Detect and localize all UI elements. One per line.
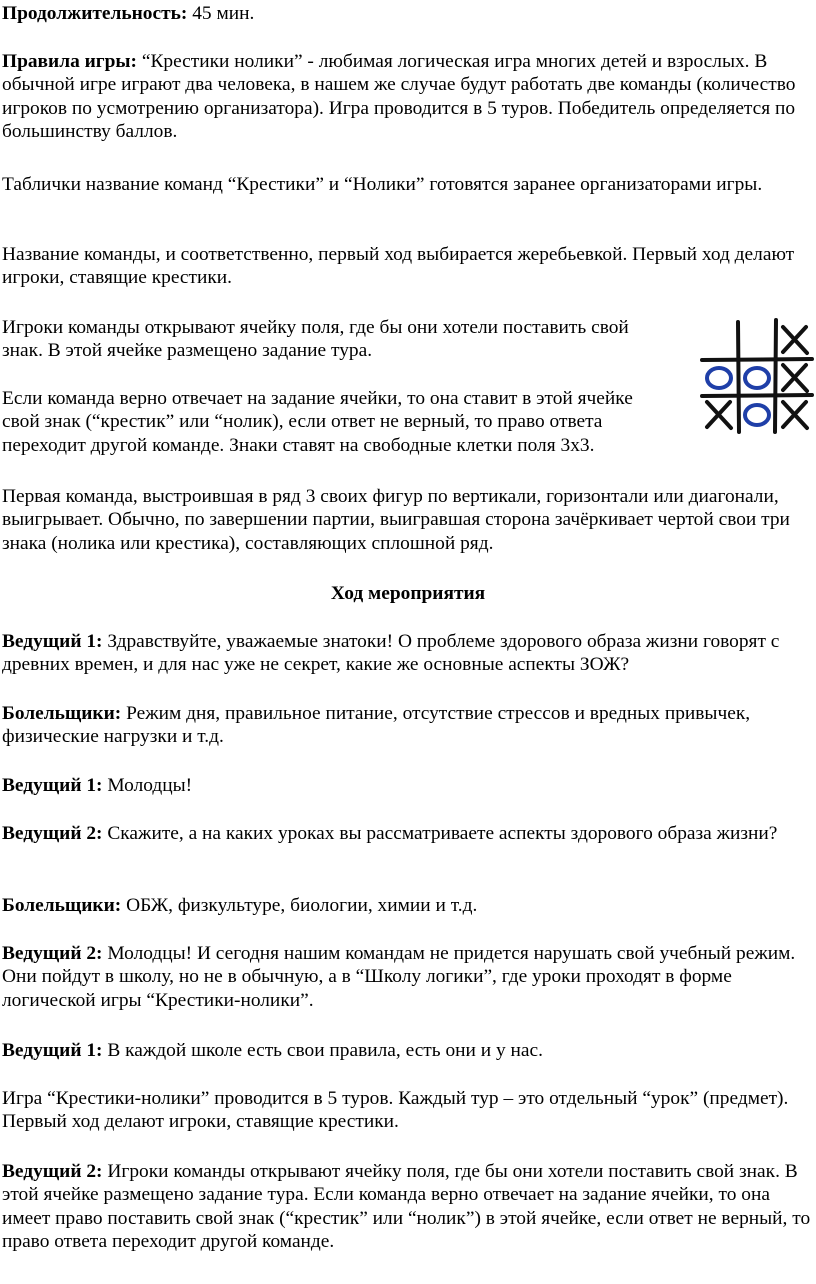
speaker-label: Болельщики:: [2, 895, 122, 916]
draw-paragraph: Название команды, и соответственно, первый ход выбирается жеребьевкой. Первый ход делают игроки, ставящие крестики.: [2, 244, 795, 289]
duration-value: 45 мин.: [192, 3, 255, 24]
grid-line: [775, 320, 776, 432]
speaker-label: Ведущий 1:: [2, 775, 103, 796]
speaker-text: В каждой школе есть свои правила, есть они и у нас.: [107, 1040, 543, 1061]
section-heading: Ход мероприятия: [330, 583, 486, 604]
speaker-label: Ведущий 2:: [2, 1161, 103, 1182]
speaker-text: Скажите, а на каких уроках вы рассматриваете аспекты здорового образа жизни?: [107, 823, 778, 844]
cross-mark: [783, 327, 807, 353]
dialog-line-8: [2, 1087, 812, 1134]
speaker-text: Игроки команды открывают ячейку поля, где бы они хотели поставить свой знак. В этой ячейке размещено задание тура. Если команда верно отвечает на задание ячейки, то она имеет право поставить свой знак (“крестик” или “нолик”) в этой ячейке, если ответ не верный, то право ответа переходит другой команде.: [2, 1161, 811, 1253]
speaker-text: Игра “Крестики-нолики” проводится в 5 туров. Каждый тур – это отдельный “урок” (предмет). Первый ход делают игроки, ставящие крестики.: [2, 1088, 789, 1133]
dialog-line-9: [2, 1160, 812, 1254]
open-cell-line-2: знак. В этой ячейке размещено задание тура.: [2, 340, 373, 362]
speaker-label: Ведущий 2:: [2, 823, 103, 844]
correct-answer-line-2: свой знак (“крестик” или “нолик), если ответ не верный, то право ответа: [2, 411, 603, 433]
grid-line: [738, 322, 739, 432]
speaker-text: ОБЖ, физкультуре, биологии, химии и т.д.: [126, 895, 478, 916]
duration-line: [2, 2, 812, 25]
speaker-label: Ведущий 1:: [2, 1040, 103, 1061]
rules-label: Правила игры:: [2, 51, 137, 72]
speaker-label: Болельщики:: [2, 703, 122, 724]
duration-label: Продолжительность:: [2, 3, 188, 24]
cross-mark: [783, 402, 807, 428]
dialog-line-1: [2, 630, 812, 677]
nought-mark: [707, 368, 731, 388]
cross-mark: [783, 365, 807, 391]
signs-paragraph: Таблички название команд “Крестики” и “Нолики” готовятся заранее организаторами игры.: [2, 174, 763, 195]
correct-answer-line-3: переходит другой команде. Знаки ставят на свободные клетки поля 3х3.: [2, 434, 595, 456]
dialog-line-2: [2, 702, 812, 749]
dialog-line-3: [2, 774, 812, 797]
speaker-label: Ведущий 2:: [2, 943, 103, 964]
open-cell-paragraph: [2, 316, 692, 363]
correct-answer-paragraph: [2, 387, 692, 457]
rules-paragraph: [2, 50, 812, 144]
nought-mark: [745, 368, 769, 388]
correct-answer-line-1: Если команда верно отвечает на задание ячейки, то она ставит в этой ячейке: [2, 388, 633, 409]
nought-mark: [745, 405, 769, 425]
grid-line: [702, 359, 812, 360]
cross-mark: [707, 402, 731, 428]
rules-text: “Крестики нолики” - любимая логическая игра многих детей и взрослых. В обычной игре играют два человека, в нашем же случае будут работать две команды (количество игроков по усмотрению организатора). Игра проводится в 5 туров. Победитель определяется по большинству баллов.: [2, 51, 796, 143]
dialog-line-6: [2, 942, 812, 1012]
dialog-line-7: [2, 1039, 812, 1062]
speaker-label: Ведущий 1:: [2, 631, 103, 652]
win-paragraph: Первая команда, выстроившая в ряд 3 своих фигур по вертикали, горизонтали или диагонали, выигрывает. Обычно, по завершении партии, выигравшая сторона зачёркивает чертой свои три знака (нолика или крестика), составляющих сплошной ряд.: [2, 486, 790, 554]
tic-tac-toe-illustration: [698, 318, 816, 436]
dialog-line-4: [2, 822, 812, 845]
speaker-text: Молодцы!: [107, 775, 193, 796]
dialog-line-5: [2, 894, 812, 917]
speaker-text: Молодцы! И сегодня нашим командам не придется нарушать свой учебный режим. Они пойдут в школу, но не в обычную, а в “Школу логики”, где уроки проходят в форме логической игры “Крестики-нолики”.: [2, 943, 796, 1011]
grid-line: [702, 395, 812, 396]
open-cell-line-1: Игроки команды открывают ячейку поля, где бы они хотели поставить свой: [2, 317, 629, 338]
speaker-text: Здравствуйте, уважаемые знатоки! О проблеме здорового образа жизни говорят с древних времен, и для нас уже не секрет, какие же основные аспекты ЗОЖ?: [2, 631, 780, 676]
speaker-text: Режим дня, правильное питание, отсутствие стрессов и вредных привычек, физические нагрузки и т.д.: [2, 703, 751, 748]
